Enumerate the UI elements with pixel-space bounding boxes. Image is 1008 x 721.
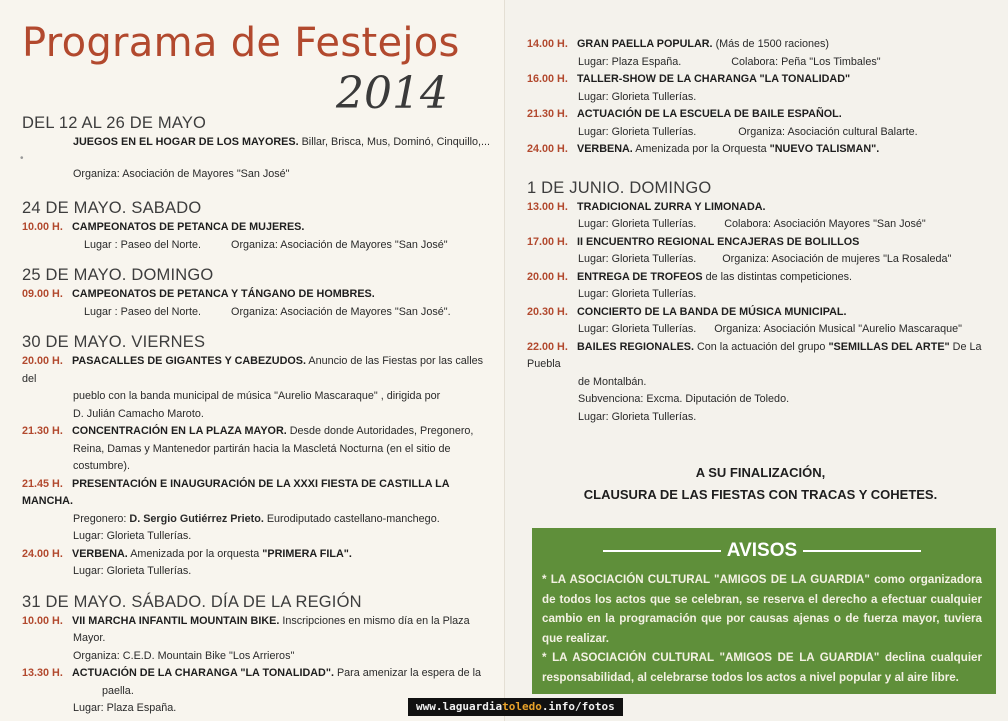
event-lugar: Lugar: Plaza España. [578, 55, 682, 68]
watermark-text: toledo [502, 700, 542, 713]
event-lugar: Lugar: Glorieta Tullerías. [578, 323, 697, 335]
aviso-paragraph: * LA ASOCIACIÓN CULTURAL "AMIGOS DE LA GUARDIA" declina cualquier responsabilidad, al celebrarse todos los actos a nivel popular y al aire libre. [542, 651, 982, 684]
event-desc: De La Puebla [527, 340, 982, 370]
closing-line: CLAUSURA DE LAS FIESTAS CON TRACAS Y COHETES. [583, 487, 938, 502]
event-time: 21.30 H. [527, 108, 568, 120]
event-desc: de las distintas competiciones. [705, 270, 853, 283]
event-org: Organiza: C.E.D. Mountain Bike "Los Arrieros" [73, 649, 295, 662]
event-org: Organiza: Asociación de Mayores "San José" [231, 238, 448, 251]
event-time: 14.00 H. [527, 38, 568, 50]
event-desc: pueblo con la banda municipal de música "Aurelio Mascaraque" , dirigida por [73, 390, 441, 402]
event-name: CONCIERTO DE LA BANDA DE MÚSICA MUNICIPAL. [577, 305, 847, 318]
event-lugar: Lugar: Glorieta Tullerías. [578, 125, 697, 138]
event-time: 21.30 H. [22, 425, 63, 437]
event-time: 20.00 H. [527, 270, 568, 283]
event-time: 20.30 H. [527, 305, 568, 318]
event-time: 24.00 H. [527, 143, 568, 155]
event-lugar: Lugar: Glorieta Tullerías. [578, 288, 697, 300]
event-time: 24.00 H. [22, 547, 63, 560]
event-name: PASACALLES DE GIGANTES Y CABEZUDOS. [72, 355, 306, 367]
event-lugar: Lugar : Paseo del Norte. [84, 238, 202, 251]
event-name: ENTREGA DE TROFEOS [577, 270, 703, 283]
event-desc: Amenizada por la Orquesta [635, 143, 767, 155]
closing-line: A SU FINALIZACIÓN, [695, 465, 826, 480]
event-desc: Amenizada por la orquesta [130, 547, 260, 560]
program-title: Programa de Festejos [22, 20, 460, 66]
section-30-mayo [22, 331, 490, 581]
event-time: 16.00 H. [527, 73, 568, 85]
band-name: "PRIMERA FILA". [262, 547, 352, 560]
event-lugar: Lugar: Glorieta Tullerías. [578, 90, 697, 103]
event-name: GRAN PAELLA POPULAR. [577, 38, 713, 50]
event-desc: Para amenizar la espera de la [336, 667, 481, 679]
website-watermark [408, 698, 623, 716]
section-heading: 30 DE MAYO. VIERNES [22, 333, 206, 351]
event-desc: (Más de 1500 raciones) [715, 38, 829, 50]
section-1-junio [527, 177, 994, 427]
section-heading: 1 DE JUNIO. DOMINGO [527, 178, 712, 197]
section-24-mayo [22, 197, 490, 254]
event-desc: Inscripciones en mismo día en la Plaza [282, 614, 470, 627]
aviso-paragraph: * LA ASOCIACIÓN CULTURAL "AMIGOS DE LA GUARDIA" como organizadora de todos los actos que se celebran, se reserva el derecho a efectuar cualquier cambio en la programación que por causas ajenas o de fuerza mayor, tuviera que realizar. [542, 573, 982, 645]
event-desc: Mayor. [73, 632, 106, 644]
event-lugar: Lugar : Paseo del Norte. [84, 305, 202, 318]
event-name: TALLER-SHOW DE LA CHARANGA "LA TONALIDAD" [577, 73, 851, 85]
event-lugar: Lugar: Glorieta Tullerías. [578, 253, 697, 265]
event-org: Organiza: Asociación cultural Balarte. [738, 125, 918, 138]
event-name: ACTUACIÓN DE LA CHARANGA "LA TONALIDAD". [72, 667, 334, 679]
pregonero-name: D. Sergio Gutiérrez Prieto. [129, 512, 264, 525]
event-desc: costumbre). [73, 460, 130, 472]
event-name: CAMPEONATOS DE PETANCA DE MUJERES. [72, 221, 305, 233]
event-desc: de Montalbán. [578, 375, 647, 388]
event-desc: paella. [102, 684, 134, 697]
event-name: VERBENA. [72, 547, 128, 560]
event-lugar: Lugar: Glorieta Tullerías. [73, 530, 192, 542]
event-time: 21.45 H. [22, 477, 63, 490]
event-lugar: Lugar: Glorieta Tullerías. [578, 218, 697, 230]
event-lugar: Lugar: Plaza España. [73, 702, 177, 714]
event-name: VII MARCHA INFANTIL MOUNTAIN BIKE. [72, 614, 280, 627]
event-time: 09.00 H. [22, 288, 63, 300]
watermark-text: .info/fotos [541, 700, 615, 713]
event-time: 10.00 H. [22, 221, 63, 233]
section-25-mayo [22, 264, 490, 321]
event-name: BAILES REGIONALES. [577, 340, 694, 353]
event-time: 22.00 H. [527, 340, 568, 353]
event-org: Organiza: Asociación de Mayores "San José" [73, 167, 290, 180]
event-name: ACTUACIÓN DE LA ESCUELA DE BAILE ESPAÑOL. [577, 108, 842, 120]
event-lugar: Lugar: Glorieta Tullerías. [73, 565, 192, 577]
event-org: Organiza: Asociación Musical "Aurelio Mascaraque" [714, 323, 962, 335]
event-org: Organiza: Asociación de mujeres "La Rosaleda" [722, 253, 952, 265]
program-year: 2014 [336, 68, 448, 119]
pregonero-label: Pregonero: [73, 512, 127, 525]
event-name: VERBENA. [577, 143, 633, 155]
event-desc: Desde donde Autoridades, Pregonero, [289, 425, 474, 437]
section-heading: DEL 12 AL 26 DE MAYO [22, 114, 207, 132]
event-lugar: Lugar: Glorieta Tullerías. [578, 410, 697, 423]
watermark-text: www.laguardia [416, 700, 503, 713]
section-heading: 25 DE MAYO. DOMINGO [22, 266, 214, 284]
avisos-box [532, 528, 996, 694]
section-31-mayo-cont [527, 36, 994, 159]
event-time: 13.00 H. [527, 200, 568, 213]
section-heading: 31 DE MAYO. SÁBADO. DÍA DE LA REGIÓN [22, 592, 362, 611]
event-name: JUEGOS EN EL HOGAR DE LOS MAYORES. [73, 136, 299, 148]
divider [803, 550, 921, 552]
event-colabora: Colabora: Asociación Mayores "San José" [724, 218, 926, 230]
event-name: TRADICIONAL ZURRA Y LIMONADA. [577, 200, 766, 213]
divider [603, 550, 721, 552]
event-name: II ENCUENTRO REGIONAL ENCAJERAS DE BOLILLOS [577, 235, 860, 248]
event-time: 10.00 H. [22, 614, 63, 627]
event-name: PRESENTACIÓN E INAUGURACIÓN DE LA XXXI FIESTA DE CASTILLA LA MANCHA. [22, 477, 450, 507]
event-colabora: Colabora: Peña "Los Timbales" [731, 55, 881, 68]
event-time: 20.00 H. [22, 355, 63, 367]
group-name: "SEMILLAS DEL ARTE" [828, 340, 950, 353]
event-org: Organiza: Asociación de Mayores "San José". [231, 305, 451, 318]
pregonero-role: Eurodiputado castellano-manchego. [266, 512, 440, 525]
event-subvenciona: Subvenciona: Excma. Diputación de Toledo. [578, 393, 790, 405]
event-name: CONCENTRACIÓN EN LA PLAZA MAYOR. [72, 425, 287, 437]
section-heading: 24 DE MAYO. SABADO [22, 199, 202, 217]
event-name: CAMPEONATOS DE PETANCA Y TÁNGANO DE HOMBRES. [72, 288, 375, 300]
event-desc: Anuncio de las Fiestas por las calles del [22, 355, 484, 385]
event-desc: Con la actuación del grupo [696, 340, 826, 353]
bullet-mark: • [20, 152, 24, 164]
closing-note [527, 462, 994, 506]
event-desc: Reina, Damas y Mantenedor partirán hacia la Mascletá Nocturna (en el sitio de [73, 442, 451, 455]
avisos-header [542, 538, 982, 564]
band-name: "NUEVO TALISMAN". [769, 143, 880, 155]
avisos-title: AVISOS [726, 540, 798, 561]
event-desc: Billar, Brisca, Mus, Dominó, Cinquillo,... [301, 136, 491, 148]
event-desc: D. Julián Camacho Maroto. [73, 407, 204, 420]
section-12-26-mayo [22, 112, 490, 183]
event-time: 17.00 H. [527, 235, 568, 248]
event-time: 13.30 H. [22, 667, 63, 679]
